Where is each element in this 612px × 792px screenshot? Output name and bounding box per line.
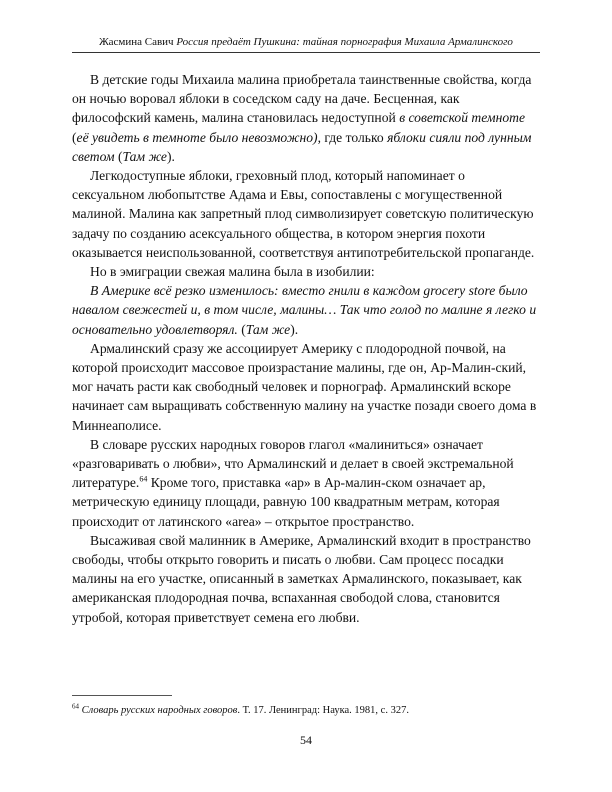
paragraph-6: Высаживая свой малинник в Америке, Армалинский входит в пространство свободы, чтобы открыто говорить и писать о любви. Сам процесс посадки малины на его участке, описанный в заметках Армалинского, показывает, как американская плодородная почва, вспаханная свободой слова, становится утробой, которая приветствует семена его любви.	[72, 532, 531, 625]
paragraph-5	[72, 435, 540, 531]
main-text	[72, 70, 540, 627]
quote-ref: Там же	[245, 321, 291, 337]
quote-text: В Америке всё резко изменилось: вместо гнили в каждом grocery store было навалом свежестей и, в том числе, малины… Так что голод по малине я легко и основательно удовлетворял.	[72, 283, 537, 337]
quote-ref-close: ).	[290, 321, 299, 337]
paragraph-1-text-b: (	[72, 129, 77, 145]
footnote-64	[72, 704, 540, 717]
paragraph-1-italic-2: её увидеть в темноте было невозможно)	[76, 129, 318, 145]
paragraph-4: Армалинский сразу же ассоциирует Америку с плодородной почвой, на которой происходит массовое произрастание малины, где он, Ар-Малин-ский, мог начать расти как свободный человек и порнограф. Армалинский вскоре начинает сам выращивать собственную малину на участке позади своего дома в Миннеаполисе.	[72, 340, 537, 433]
footnote-number: 64	[72, 702, 79, 711]
paragraph-1-italic-1: в советской темноте	[399, 110, 525, 126]
footnote-rest: . Т. 17. Ленинград: Наука. 1981, с. 327.	[237, 705, 409, 716]
running-header	[72, 36, 540, 53]
paragraph-2: Легкодоступные яблоки, греховный плод, который напоминает о сексуальном любопытстве Адама и Евы, сопоставлены с могущественной малиной. Малина как запретный плод символизирует советскую политическую задачу по созданию асексуального общества, в котором энергия похоти оказывается неиспользованной, соответствуя антипотребительской пропаганде.	[72, 168, 535, 260]
header-author: Жасмина Савич	[99, 36, 174, 48]
footnote-title: Словарь русских народных говоров	[81, 705, 238, 716]
page-number: 54	[300, 733, 312, 747]
quote-ref-open: (	[237, 321, 246, 337]
paragraph-5-text-a: В словаре русских народных говоров глагол «малиниться» означает «разговаривать о любви», что Армалинский и делает в своей экстремальной литературе.	[72, 436, 514, 491]
paragraph-3: Но в эмиграции свежая малина была в изобилии:	[90, 264, 375, 280]
block-quote	[72, 281, 540, 339]
paragraph-1-italic-4: Там же	[122, 148, 167, 164]
paragraph-1-text-a: В детские годы Михаила малина приобретала таинственные свойства, когда он ночью воровал яблоки в соседском саду на даче. Бесценная, как философский камень, малина становилась недоступной	[72, 72, 532, 126]
header-title: Россия предаёт Пушкина: тайная порнография Михаила Армалинского	[176, 36, 513, 48]
paragraph-1	[72, 70, 540, 166]
footnote-ref-64[interactable]: 64	[139, 474, 148, 484]
paragraph-1-text-e: ).	[166, 148, 175, 164]
paragraph-5-text-b: Кроме того, приставка «ар» в Ар-малин-ском означает ар, метрическую единицу площади, равную 100 квадратным метрам, которая происходит от латинского «area» – открытое пространство.	[72, 475, 500, 529]
paragraph-1-text-d: (	[114, 148, 123, 164]
footnote-divider	[72, 695, 172, 696]
paragraph-1-text-c: , где только	[317, 129, 388, 145]
paragraph-1-italic-3: яблоки сияли под лунным светом	[72, 129, 532, 164]
